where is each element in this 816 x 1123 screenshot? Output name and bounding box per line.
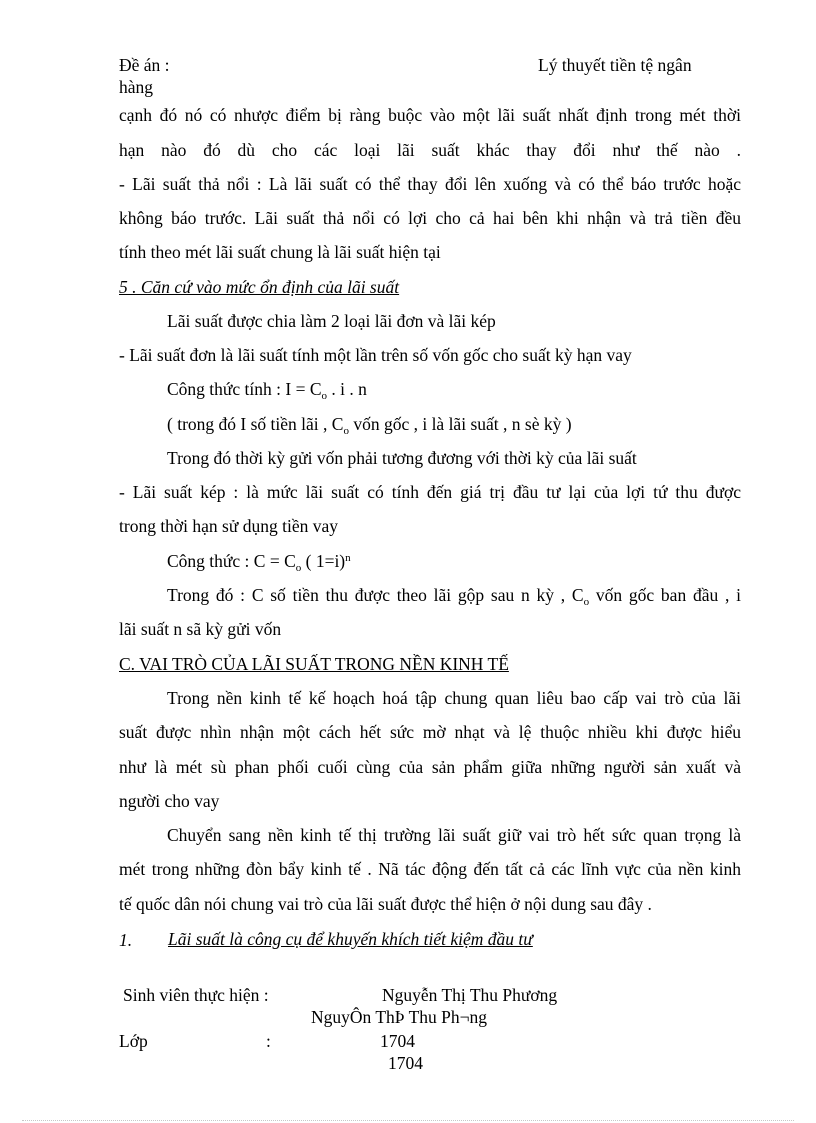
body-line: người cho vay [119, 791, 220, 811]
body-line: Trong nền kinh tế kế hoạch hoá tập chung quan liêu bao cấp vai trò của lãi [167, 688, 741, 708]
footer-class-value: 1704 [380, 1031, 415, 1051]
body-line: tế quốc dân nói chung vai trò của lãi suất được thể hiện ở nội dung sau đây . [119, 894, 652, 914]
page-bottom-divider [22, 1120, 794, 1121]
formula-simple-interest-legend: ( trong đó I số tiền lãi , $C_o$ vốn gốc , i là lãi suất , n sè kỳ ) [167, 414, 572, 437]
formula-compound-interest: Công thức : $C = C_o$ ( 1=i)$^n$ [167, 551, 351, 574]
section-heading-c: C. VAI TRÒ CỦA LÃI SUẤT TRONG NỀN KINH TẾ [119, 654, 509, 674]
footer-student-name: Nguyễn Thị Thu Phương [382, 985, 558, 1005]
body-line: lãi suất n sã kỳ gửi vốn [119, 619, 282, 639]
body-line: mét trong những đòn bẩy kinh tế . Nã tác động đến tất cả các lĩnh vực của nền kinh [119, 859, 741, 879]
body-line: - Lãi suất đơn là lãi suất tính một lần trên số vốn gốc cho suất kỳ hạn vay [119, 345, 632, 365]
body-line: - Lãi suất thả nổi : Là lãi suất có thể thay đổi lên xuống và có thể báo trước hoặc [119, 174, 741, 194]
body-line: không báo trước. Lãi suất thả nổi có lợi cho cả hai bên khi nhận và trả tiền đều [119, 208, 741, 228]
footer-student-name-garbled: NguyÔn ThÞ Thu Ph¬ng [311, 1007, 487, 1027]
body-line: trong thời hạn sử dụng tiền vay [119, 516, 338, 536]
body-line: như là mét sù phan phối cuối cùng của sản phẩm giữa những người sản xuất và [119, 757, 741, 777]
body-line: tính theo mét lãi suất chung là lãi suất hiện tại [119, 242, 441, 262]
header-right: Lý thuyết tiền tệ ngân [538, 55, 692, 75]
body-line: cạnh đó nó có nhược điểm bị ràng buộc vào một lãi suất nhất định trong mét thời [119, 105, 741, 125]
footer-class-value-duplicate: 1704 [388, 1053, 423, 1073]
section-heading-5: 5 . Căn cứ vào mức ổn định của lãi suất [119, 277, 400, 297]
subsection-heading-1: Lãi suất là công cụ để khuyến khích tiết kiệm đầu tư [168, 929, 533, 949]
body-line: - Lãi suất kép : là mức lãi suất có tính đến giá trị đầu tư lại của lợi tứ thu được [119, 482, 741, 502]
body-line: Lãi suất được chia làm 2 loại lãi đơn và lãi kép [167, 311, 496, 331]
body-line: hạn nào đó dù cho các loại lãi suất khác thay đổi như thế nào . [119, 140, 741, 160]
subsection-number: 1. [119, 930, 133, 950]
header-left: Đề án : [119, 55, 170, 75]
footer-student-label: Sinh viên thực hiện : [123, 985, 269, 1005]
formula-compound-interest-legend: Trong đó : C số tiền thu được theo lãi gộp sau n kỳ , $C_o$ vốn gốc ban đầu , i [167, 585, 741, 608]
body-line: suất được nhìn nhận một cách hết sức mờ nhạt và lệ thuộc nhiều khi được hiểu [119, 722, 741, 742]
footer-class-label: Lớp [119, 1031, 148, 1051]
formula-simple-interest: Công thức tính : $I = C_o$ . i . n [167, 379, 367, 402]
header-left-wrap: hàng [119, 77, 154, 97]
body-line: Trong đó thời kỳ gửi vốn phải tương đương với thời kỳ của lãi suất [167, 448, 637, 468]
footer-class-colon: : [266, 1031, 271, 1051]
body-line: Chuyển sang nền kinh tế thị trường lãi suất giữ vai trò hết sức quan trọng là [167, 825, 741, 845]
